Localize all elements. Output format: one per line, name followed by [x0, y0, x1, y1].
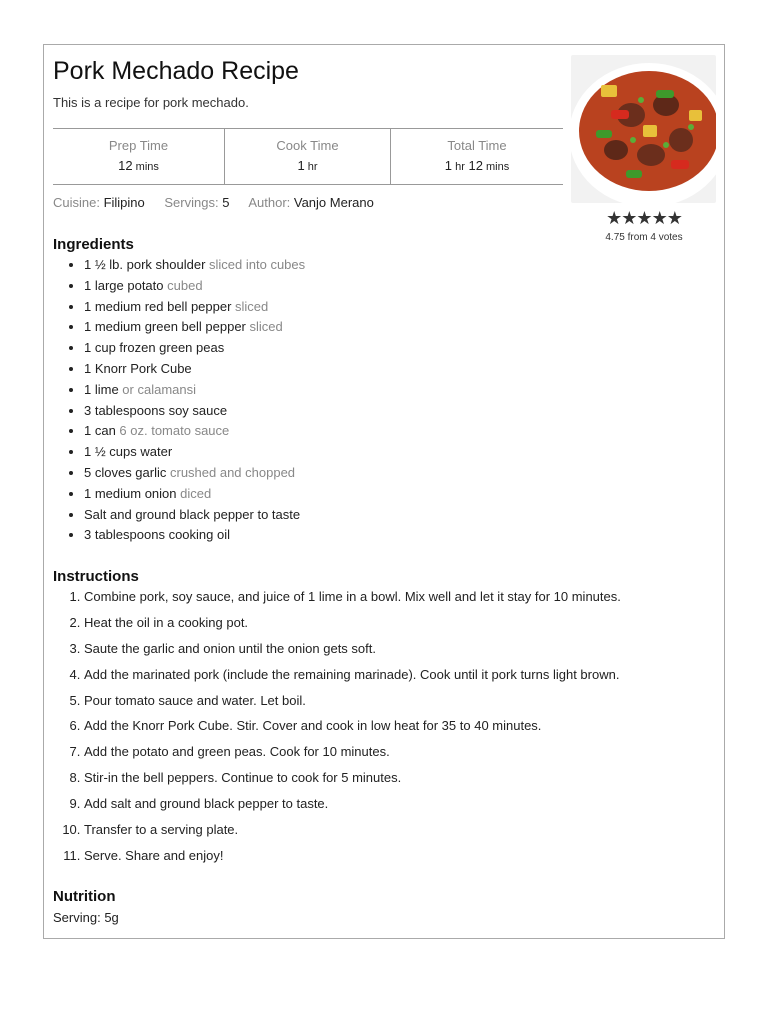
- cook-time-label: Cook Time: [276, 138, 339, 153]
- ingredients-list: [53, 257, 305, 548]
- ingredient-text: 1 ½ lb. pork shoulder: [84, 257, 206, 272]
- instruction-step: 2. Heat the oil in a cooking pot.: [84, 615, 621, 641]
- ingredient-text: 1 Knorr Pork Cube: [84, 360, 192, 376]
- ingredient-text: 5 cloves garlic: [84, 464, 167, 480]
- recipe-photo-image: [571, 55, 716, 203]
- ingredient-note: sliced into cubes: [205, 257, 306, 272]
- recipe-meta: [53, 195, 390, 210]
- ingredient-item: [84, 382, 305, 403]
- ingredient-item: [84, 423, 305, 444]
- cuisine-value: Filipino: [103, 195, 145, 210]
- instruction-step: 8. Stir-in the bell peppers. Continue to cook for 5 minutes.: [84, 770, 621, 796]
- instruction-step: 1. Combine pork, soy sauce, and juice of 1 lime in a bowl. Mix well and let it stay for 10 minutes.: [84, 589, 621, 615]
- instruction-step: 10. Transfer to a serving plate.: [84, 822, 621, 848]
- ingredient-text: 1 cup frozen green peas: [84, 340, 225, 356]
- author-label: Author:: [248, 195, 294, 210]
- ingredient-text: 1 medium red bell pepper: [84, 298, 232, 314]
- ingredient-item: [84, 403, 305, 424]
- instruction-step: 9. Add salt and ground black pepper to taste.: [84, 796, 621, 822]
- instruction-step: 7. Add the potato and green peas. Cook for 10 minutes.: [84, 744, 621, 770]
- ingredient-item: [84, 278, 305, 299]
- ingredient-text: 1 lime: [84, 381, 119, 397]
- author-value: Vanjo Merano: [293, 195, 374, 210]
- rating-votes: 4.75 from 4 votes: [605, 232, 683, 243]
- ingredient-text: 1 medium green bell pepper: [84, 319, 246, 335]
- instruction-step: 4. Add the marinated pork (include the remaining marinade). Cook until it pork turns light brown.: [84, 667, 621, 693]
- ingredient-text: Salt and ground black pepper to taste: [84, 506, 301, 522]
- nutrition-serving-value: 5g: [104, 910, 119, 925]
- nutrition-serving: [53, 910, 119, 925]
- ingredient-item: [84, 299, 305, 320]
- servings-value: 5: [222, 195, 230, 210]
- ingredient-item: [84, 527, 305, 548]
- ingredient-text: 1 medium onion: [84, 485, 177, 501]
- ingredient-note: cubed: [163, 277, 203, 293]
- instruction-step: 6. Add the Knorr Pork Cube. Stir. Cover and cook in low heat for 35 to 40 minutes.: [84, 718, 621, 744]
- total-time-value: 1 hr 12 mins: [444, 158, 510, 173]
- ingredient-item: [84, 465, 305, 486]
- ingredient-item: [84, 340, 305, 361]
- ingredient-note: sliced: [245, 319, 283, 335]
- instructions-heading: Instructions: [53, 568, 139, 585]
- cook-time-value: 1 hr: [297, 158, 318, 173]
- instruction-step: 5. Pour tomato sauce and water. Let boil.: [84, 693, 621, 719]
- servings-label: Servings:: [164, 195, 223, 210]
- instructions-list: [53, 589, 621, 874]
- ingredient-item: [84, 257, 305, 278]
- nutrition-heading: Nutrition: [53, 888, 116, 905]
- total-time-label: Total Time: [447, 138, 507, 153]
- recipe-title: Pork Mechado Recipe: [53, 57, 299, 85]
- ingredient-item: [84, 444, 305, 465]
- prep-time: [53, 129, 224, 184]
- instruction-step: 3. Saute the garlic and onion until the onion gets soft.: [84, 641, 621, 667]
- ingredient-note: or calamansi: [118, 381, 196, 397]
- recipe-card: [43, 44, 725, 939]
- ingredient-item: [84, 361, 305, 382]
- ingredient-text: 3 tablespoons soy sauce: [84, 402, 228, 418]
- nutrition-serving-label: Serving:: [53, 910, 105, 925]
- ingredient-item: [84, 507, 305, 528]
- rating-stars[interactable]: ★★★★★: [606, 208, 682, 228]
- ingredient-text: 1 can: [84, 423, 116, 439]
- ingredient-text: 3 tablespoons cooking oil: [84, 527, 230, 543]
- ingredient-item: [84, 319, 305, 340]
- ingredient-text: 1 ½ cups water: [84, 444, 173, 460]
- recipe-summary: This is a recipe for pork mechado.: [53, 95, 249, 110]
- ingredient-note: diced: [176, 485, 212, 501]
- ingredient-item: [84, 486, 305, 507]
- ingredient-note: sliced: [231, 298, 269, 314]
- cook-time: [224, 129, 390, 184]
- prep-time-label: Prep Time: [108, 138, 169, 153]
- recipe-times: [53, 128, 563, 185]
- total-time: [390, 129, 563, 184]
- ingredient-note: 6 oz. tomato sauce: [115, 423, 230, 439]
- ingredient-text: 1 large potato: [84, 277, 164, 293]
- cuisine-label: Cuisine:: [53, 195, 104, 210]
- instruction-step: 11. Serve. Share and enjoy!: [84, 848, 621, 874]
- prep-time-value: 12 mins: [118, 158, 159, 173]
- recipe-photo: [571, 55, 716, 203]
- ingredients-heading: Ingredients: [53, 236, 134, 253]
- ingredient-note: crushed and chopped: [166, 464, 296, 480]
